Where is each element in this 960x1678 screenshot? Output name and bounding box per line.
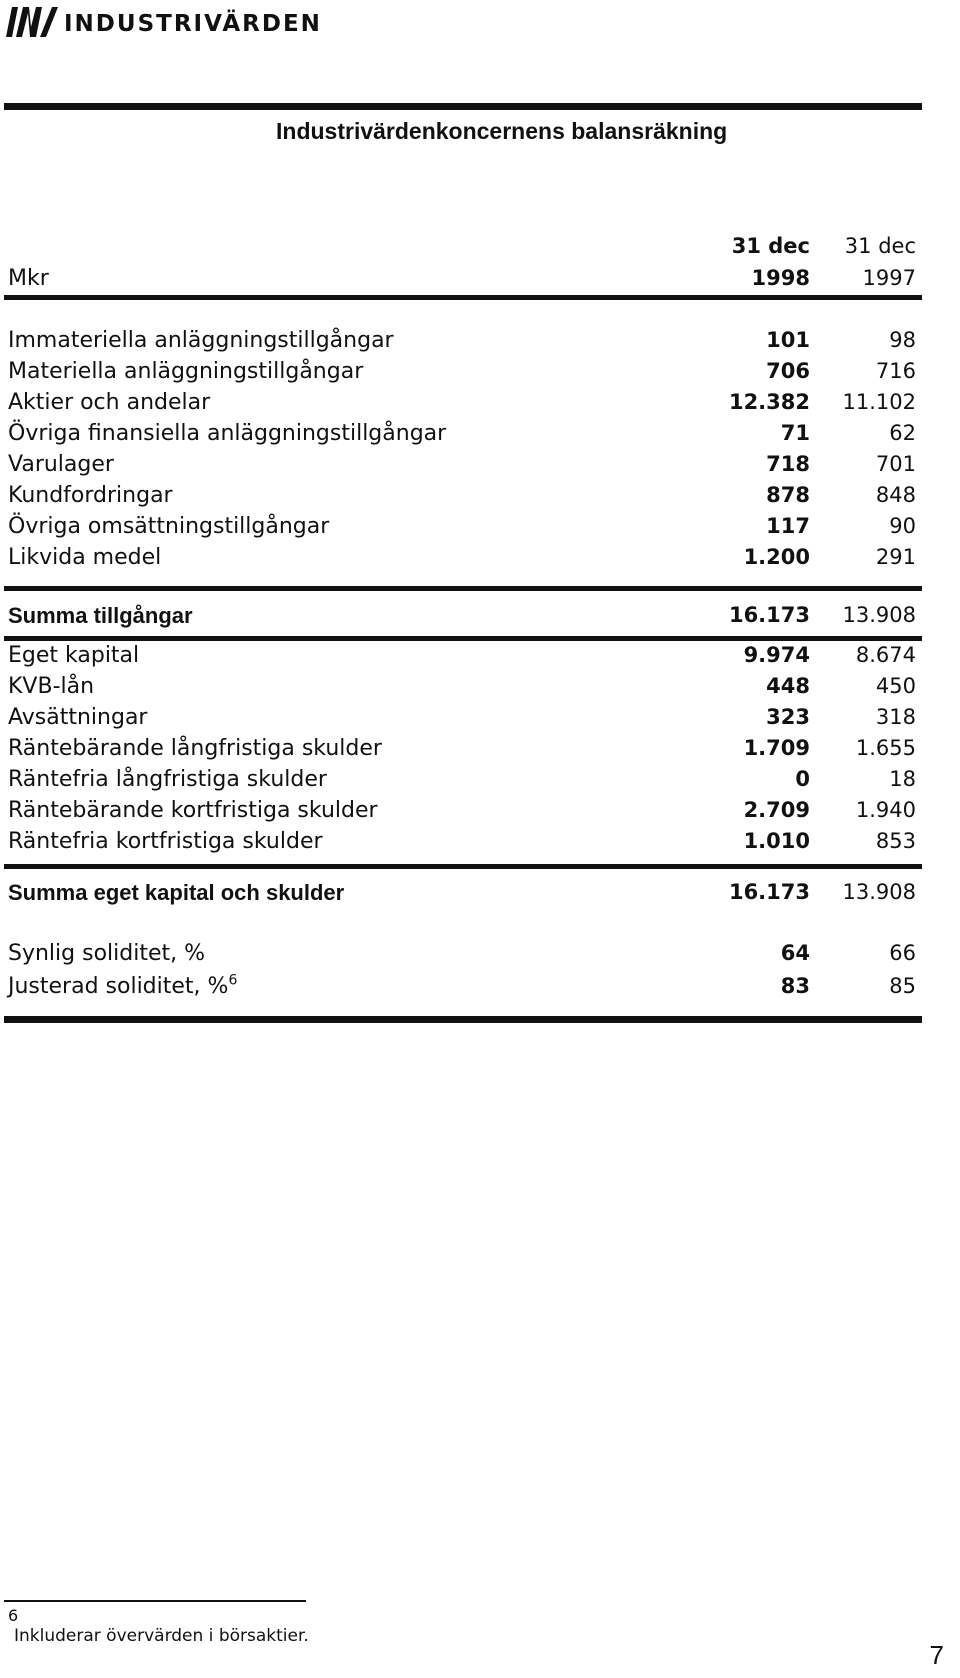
table-row bbox=[8, 390, 922, 422]
logo-mark-icon bbox=[4, 5, 60, 39]
ratio-row bbox=[8, 974, 922, 1006]
value-1997: 18 bbox=[889, 767, 916, 791]
row-label: Räntebärande långfristiga skulder bbox=[8, 736, 382, 761]
footnote-number: 6 bbox=[8, 1606, 19, 1625]
value-1998: 448 bbox=[766, 674, 810, 698]
value-1997: 716 bbox=[875, 359, 916, 383]
col-1997-date: 31 dec bbox=[844, 234, 916, 258]
header-rule bbox=[4, 295, 922, 300]
value-1998: 0 bbox=[795, 767, 810, 791]
column-header-row-1 bbox=[8, 234, 922, 266]
row-label: Summa eget kapital och skulder bbox=[8, 880, 345, 905]
value-1998: 323 bbox=[766, 705, 810, 729]
col-1998-date: 31 dec bbox=[731, 234, 810, 258]
table-row bbox=[8, 452, 922, 484]
table-row bbox=[8, 798, 922, 830]
bottom-rule bbox=[4, 1016, 922, 1023]
value-1998: 71 bbox=[780, 421, 810, 445]
col-1997-year: 1997 bbox=[862, 266, 916, 290]
value-1997: 450 bbox=[875, 674, 916, 698]
company-logo bbox=[4, 4, 322, 40]
footnote-ref: 6 bbox=[228, 972, 238, 989]
row-label: Räntefria kortfristiga skulder bbox=[8, 829, 323, 854]
row-label: Räntebärande kortfristiga skulder bbox=[8, 798, 378, 823]
row-label: Varulager bbox=[8, 452, 114, 477]
value-1997: 853 bbox=[875, 829, 916, 853]
total-assets-row bbox=[8, 603, 922, 635]
value-1998: 878 bbox=[766, 483, 810, 507]
assets-rule bbox=[4, 586, 922, 591]
page-title: Industrivärdenkoncernens balansräkning bbox=[276, 118, 728, 144]
value-1998: 101 bbox=[766, 328, 810, 352]
table-row bbox=[8, 545, 922, 577]
table-row bbox=[8, 359, 922, 391]
value-1997: 291 bbox=[875, 545, 916, 569]
table-row bbox=[8, 643, 922, 675]
value-1997: 90 bbox=[889, 514, 916, 538]
table-row bbox=[8, 483, 922, 515]
row-label: Övriga finansiella anläggningstillgångar bbox=[8, 421, 447, 446]
value-1997: 848 bbox=[875, 483, 916, 507]
table-row bbox=[8, 674, 922, 706]
value-1997: 66 bbox=[889, 941, 916, 965]
table-row bbox=[8, 421, 922, 453]
value-1998: 16.173 bbox=[728, 603, 810, 627]
top-rule bbox=[4, 103, 922, 110]
value-1998: 16.173 bbox=[728, 880, 810, 904]
value-1998: 1.010 bbox=[743, 829, 810, 853]
row-label: Övriga omsättningstillgångar bbox=[8, 514, 330, 539]
row-label: Summa tillgångar bbox=[8, 603, 193, 628]
value-1997: 11.102 bbox=[842, 390, 916, 414]
liabilities-rule bbox=[4, 864, 922, 869]
column-header-row-2 bbox=[8, 266, 922, 298]
value-1997: 8.674 bbox=[855, 643, 916, 667]
value-1997: 318 bbox=[875, 705, 916, 729]
row-label: KVB-lån bbox=[8, 674, 95, 699]
total-assets-rule bbox=[4, 636, 922, 641]
col-1998-year: 1998 bbox=[751, 266, 810, 290]
row-label: Materiella anläggningstillgångar bbox=[8, 359, 364, 384]
table-row bbox=[8, 328, 922, 360]
row-label: Likvida medel bbox=[8, 545, 162, 570]
value-1997: 13.908 bbox=[842, 603, 916, 627]
value-1997: 701 bbox=[875, 452, 916, 476]
table-row bbox=[8, 514, 922, 546]
row-label bbox=[8, 974, 237, 999]
table-row bbox=[8, 829, 922, 861]
brand-name: INDUSTRIVÄRDEN bbox=[64, 11, 322, 37]
table-row bbox=[8, 736, 922, 768]
footnote-rule bbox=[4, 1600, 306, 1602]
row-label: Aktier och andelar bbox=[8, 390, 211, 415]
value-1998: 64 bbox=[780, 941, 810, 965]
total-liabilities-row bbox=[8, 880, 922, 912]
row-label: Immateriella anläggningstillgångar bbox=[8, 328, 394, 353]
value-1998: 1.200 bbox=[743, 545, 810, 569]
value-1998: 12.382 bbox=[728, 390, 810, 414]
value-1998: 706 bbox=[766, 359, 810, 383]
footnote-text: Inkluderar övervärden i börsaktier. bbox=[14, 1626, 309, 1646]
value-1998: 83 bbox=[780, 974, 810, 998]
row-label-text: Synlig soliditet, % bbox=[8, 941, 206, 966]
unit-label: Mkr bbox=[8, 266, 49, 291]
page-number: 7 bbox=[929, 1640, 944, 1670]
table-row bbox=[8, 767, 922, 799]
value-1998: 2.709 bbox=[743, 798, 810, 822]
value-1998: 718 bbox=[766, 452, 810, 476]
value-1998: 9.974 bbox=[743, 643, 810, 667]
row-label: Avsättningar bbox=[8, 705, 148, 730]
row-label bbox=[8, 941, 205, 966]
value-1997: 98 bbox=[889, 328, 916, 352]
ratio-row bbox=[8, 941, 922, 973]
value-1997: 1.940 bbox=[855, 798, 916, 822]
value-1997: 62 bbox=[889, 421, 916, 445]
value-1998: 117 bbox=[766, 514, 810, 538]
value-1997: 1.655 bbox=[855, 736, 916, 760]
value-1997: 85 bbox=[889, 974, 916, 998]
row-label-text: Justerad soliditet, % bbox=[8, 974, 229, 999]
table-row bbox=[8, 705, 922, 737]
row-label: Kundfordringar bbox=[8, 483, 173, 508]
value-1997: 13.908 bbox=[842, 880, 916, 904]
value-1998: 1.709 bbox=[743, 736, 810, 760]
row-label: Räntefria långfristiga skulder bbox=[8, 767, 327, 792]
row-label: Eget kapital bbox=[8, 643, 140, 668]
